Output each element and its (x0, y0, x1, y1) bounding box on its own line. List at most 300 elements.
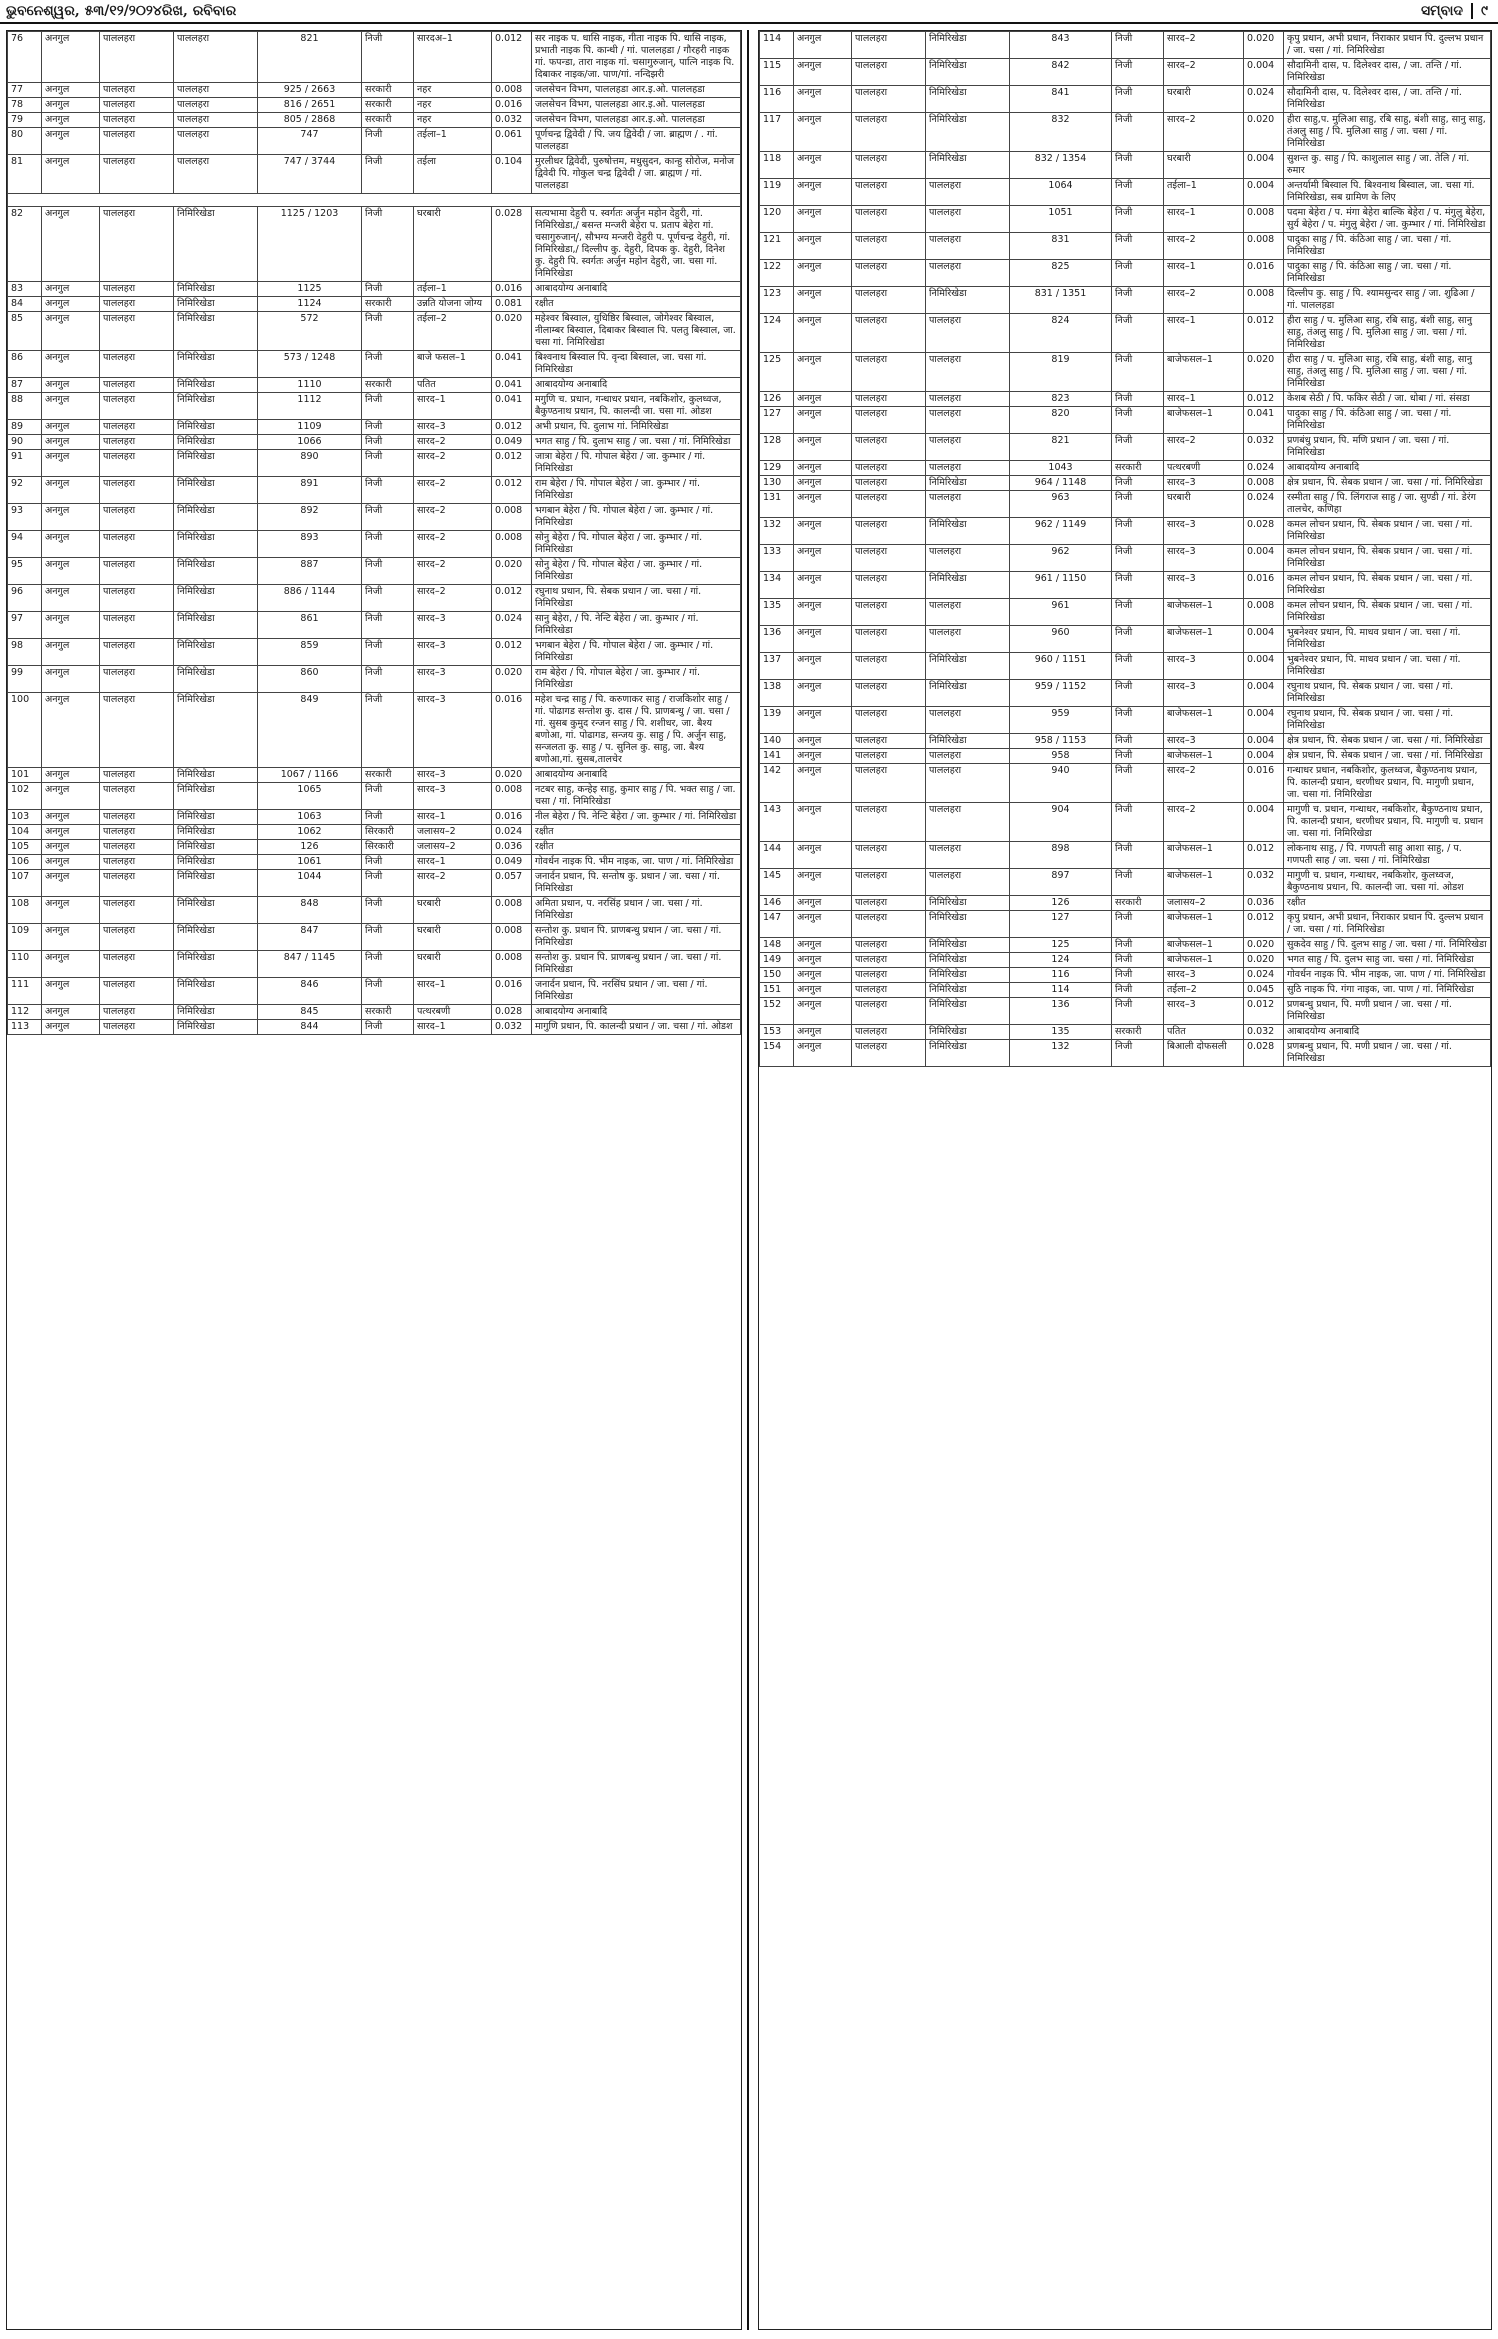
owner-details-cell: रघुनाथ प्रधान, पि. सेबक प्रधान / जा. चसा / गां. निमिरिखेडा (1284, 680, 1491, 707)
plot-no-cell: 126 (258, 840, 362, 855)
owner-details-cell: गोवर्धन नाइक पि. भीम नाइक, जा. पाण / गां. निमिरिखेडा (1284, 968, 1491, 983)
ownership-cell: निजी (1112, 626, 1164, 653)
plot-no-cell: 116 (1010, 968, 1112, 983)
tahasil-cell: पाललहरा (100, 870, 174, 897)
area-cell: 0.045 (1244, 983, 1284, 998)
mouza-cell: पाललहरा (926, 842, 1010, 869)
serial-no-cell: 115 (760, 59, 794, 86)
owner-details-cell: आबादयोग्य अनाबादि (532, 282, 741, 297)
owner-details-cell: रस्मीता साहु / पि. लिंगराज साहु / जा. सुण्डी / गां. डेरंग तालचेर, कणिहा (1284, 491, 1491, 518)
serial-no-cell: 129 (760, 461, 794, 476)
district-cell: अनगुल (794, 707, 852, 734)
area-cell: 0.024 (1244, 461, 1284, 476)
tahasil-cell: पाललहरा (852, 953, 926, 968)
tahasil-cell: पाललहरा (100, 393, 174, 420)
owner-details-cell: रक्षीत (532, 297, 741, 312)
mouza-cell: निमिरिखेडा (174, 897, 258, 924)
owner-details-cell: आबादयोग्य अनाबादि (532, 1005, 741, 1020)
table-row (760, 680, 1491, 707)
area-cell: 0.008 (1244, 233, 1284, 260)
area-cell: 0.008 (1244, 287, 1284, 314)
owner-details-cell: कमल लोचन प्रधान, पि. सेबक प्रधान / जा. चसा / गां. निमिरिखेडा (1284, 518, 1491, 545)
ownership-cell: निजी (362, 897, 414, 924)
land-class-cell: बाजेफसल–1 (1164, 911, 1244, 938)
plot-no-cell: 898 (1010, 842, 1112, 869)
owner-details-cell: रक्षीत (532, 825, 741, 840)
ownership-cell: निजी (1112, 869, 1164, 896)
tahasil-cell: पाललहरा (852, 749, 926, 764)
tahasil-cell: पाललहरा (100, 1005, 174, 1020)
area-cell: 0.012 (1244, 911, 1284, 938)
serial-no-cell: 77 (8, 83, 42, 98)
ownership-cell: निजी (1112, 233, 1164, 260)
table-separator (8, 194, 741, 207)
ownership-cell: निजी (362, 783, 414, 810)
tahasil-cell: पाललहरा (100, 98, 174, 113)
serial-no-cell: 120 (760, 206, 794, 233)
table-row (760, 476, 1491, 491)
district-cell: अनगुल (42, 924, 100, 951)
serial-no-cell: 121 (760, 233, 794, 260)
plot-no-cell: 845 (258, 1005, 362, 1020)
owner-details-cell: सानु बेहेरा, / पि. नेन्टि बेहेरा / जा. कुम्भार / गां. निमिरिखेडा (532, 612, 741, 639)
tahasil-cell: पाललहरा (100, 297, 174, 312)
serial-no-cell: 118 (760, 152, 794, 179)
serial-no-cell: 138 (760, 680, 794, 707)
owner-details-cell: रक्षीत (1284, 896, 1491, 911)
tahasil-cell: पाललहरा (852, 938, 926, 953)
district-cell: अनगुल (42, 585, 100, 612)
table-row (760, 314, 1491, 353)
serial-no-cell: 148 (760, 938, 794, 953)
mouza-cell: पाललहरा (926, 869, 1010, 896)
serial-no-cell: 103 (8, 810, 42, 825)
owner-details-cell: क्षेत्र प्रधान, पि. सेबक प्रधान / जा. चसा / गां. निमिरिखेडा (1284, 749, 1491, 764)
district-cell: अनगुल (794, 749, 852, 764)
area-cell: 0.004 (1244, 653, 1284, 680)
district-cell: अनगुल (794, 491, 852, 518)
plot-no-cell: 846 (258, 978, 362, 1005)
mouza-cell: पाललहरा (174, 83, 258, 98)
land-class-cell: जलासय–2 (414, 825, 492, 840)
serial-no-cell: 105 (8, 840, 42, 855)
mouza-cell: निमिरिखेडा (174, 870, 258, 897)
serial-no-cell: 142 (760, 764, 794, 803)
ownership-cell: निजी (362, 870, 414, 897)
table-row (8, 840, 741, 855)
district-cell: अनगुल (794, 392, 852, 407)
district-cell: अनगुल (794, 734, 852, 749)
ownership-cell: सरकारी (1112, 1025, 1164, 1040)
area-cell: 0.016 (492, 693, 532, 768)
plot-no-cell: 841 (1010, 86, 1112, 113)
plot-no-cell: 832 / 1354 (1010, 152, 1112, 179)
plot-no-cell: 849 (258, 693, 362, 768)
tahasil-cell: पाललहरा (852, 983, 926, 998)
area-cell: 0.104 (492, 155, 532, 194)
district-cell: अनगुल (794, 59, 852, 86)
mouza-cell: निमिरिखेडा (926, 59, 1010, 86)
serial-no-cell: 136 (760, 626, 794, 653)
land-class-cell: सारद–3 (414, 612, 492, 639)
land-class-cell: तईला (414, 155, 492, 194)
plot-no-cell: 824 (1010, 314, 1112, 353)
ownership-cell: निजी (1112, 968, 1164, 983)
mouza-cell: पाललहरा (926, 764, 1010, 803)
owner-details-cell: मागुणी च. प्रधान, गन्धाधर, नबकिशोर, बैकुण्ठनाथ प्रधान, पि. कालन्दी प्रधान, धरणीधर प्रधान, पि. मागुणी च. प्रधान जा. चसा गां. निमिरिखेडा (1284, 803, 1491, 842)
district-cell: अनगुल (42, 420, 100, 435)
serial-no-cell: 152 (760, 998, 794, 1025)
area-cell: 0.049 (492, 855, 532, 870)
table-row (760, 206, 1491, 233)
serial-no-cell: 84 (8, 297, 42, 312)
table-row (760, 968, 1491, 983)
plot-no-cell: 821 (1010, 434, 1112, 461)
serial-no-cell: 131 (760, 491, 794, 518)
land-class-cell: सारद–3 (414, 693, 492, 768)
plot-no-cell: 893 (258, 531, 362, 558)
area-cell: 0.020 (1244, 32, 1284, 59)
plot-no-cell: 1064 (1010, 179, 1112, 206)
district-cell: अनगुल (42, 1020, 100, 1035)
plot-no-cell: 1066 (258, 435, 362, 450)
plot-no-cell: 1124 (258, 297, 362, 312)
land-class-cell: सारद–2 (1164, 113, 1244, 152)
district-cell: अनगुल (794, 287, 852, 314)
ownership-cell: निजी (362, 693, 414, 768)
ownership-cell: निजी (1112, 749, 1164, 764)
serial-no-cell: 135 (760, 599, 794, 626)
serial-no-cell: 140 (760, 734, 794, 749)
table-row (8, 558, 741, 585)
ownership-cell: निजी (1112, 287, 1164, 314)
table-row (8, 504, 741, 531)
area-cell: 0.016 (1244, 260, 1284, 287)
tahasil-cell: पाललहरा (852, 461, 926, 476)
area-cell: 0.024 (492, 825, 532, 840)
tahasil-cell: पाललहरा (100, 612, 174, 639)
table-row (760, 287, 1491, 314)
land-class-cell: जलासय–2 (414, 840, 492, 855)
ownership-cell: सरकारी (1112, 461, 1164, 476)
land-class-cell: सारदअ–1 (414, 32, 492, 83)
serial-no-cell: 147 (760, 911, 794, 938)
ownership-cell: निजी (1112, 86, 1164, 113)
mouza-cell: निमिरिखेडा (926, 968, 1010, 983)
district-cell: अनगुल (42, 155, 100, 194)
area-cell: 0.012 (492, 32, 532, 83)
land-class-cell: सारद–2 (414, 450, 492, 477)
area-cell: 0.004 (1244, 152, 1284, 179)
plot-no-cell: 1065 (258, 783, 362, 810)
tahasil-cell: पाललहरा (100, 420, 174, 435)
table-row (760, 734, 1491, 749)
owner-details-cell: आबादयोग्य अनाबादि (532, 768, 741, 783)
serial-no-cell: 80 (8, 128, 42, 155)
plot-no-cell: 960 (1010, 626, 1112, 653)
owner-details-cell: सुशन्त कु. साहु / पि. काशुलाल साहु / जा. तेलि / गां. रुमार (1284, 152, 1491, 179)
land-class-cell: घरबारी (414, 207, 492, 282)
district-cell: अनगुल (42, 393, 100, 420)
ownership-cell: निजी (1112, 707, 1164, 734)
mouza-cell: पाललहरा (926, 260, 1010, 287)
area-cell: 0.008 (492, 83, 532, 98)
area-cell: 0.028 (492, 207, 532, 282)
land-class-cell: सारद–3 (1164, 998, 1244, 1025)
owner-details-cell: सत्यभामा देहुरी प. स्वर्गतः अर्जुन महोन देहुरी, गां. निमिरिखेडा,/ बसन्त मन्जरी बेहेरा प. प्रताप बेहेरा गां. चसागुरुजान्/, सौभग्य मन्जरी देहुरी प. पूर्णचन्द्र देहुरी, गां. निमिरिखेडा,/ दिल्लीप कु. देहुरी, दिपक कु. देहुरी, दिनेश कु. देहुरी पि. स्वर्गतः अर्जुन महोन देहुरी, जा. चसा गां. निमिरिखेडा (532, 207, 741, 282)
serial-no-cell: 104 (8, 825, 42, 840)
mouza-cell: निमिरिखेडा (926, 476, 1010, 491)
area-cell: 0.016 (492, 282, 532, 297)
ownership-cell: निजी (362, 435, 414, 450)
tahasil-cell: पाललहरा (852, 545, 926, 572)
table-row (8, 378, 741, 393)
land-class-cell: सारद–2 (1164, 59, 1244, 86)
ownership-cell: निजी (1112, 476, 1164, 491)
area-cell: 0.008 (492, 504, 532, 531)
serial-no-cell: 132 (760, 518, 794, 545)
table-row (760, 1025, 1491, 1040)
owner-details-cell: राम बेहेरा / पि. गोपाल बेहेरा / जा. कुम्भार / गां. निमिरिखेडा (532, 666, 741, 693)
table-row (760, 545, 1491, 572)
table-row (8, 639, 741, 666)
district-cell: अनगुल (794, 896, 852, 911)
tahasil-cell: पाललहरा (100, 531, 174, 558)
owner-details-cell: कमल लोचन प्रधान, पि. सेबक प्रधान / जा. चसा / गां. निमिरिखेडा (1284, 599, 1491, 626)
serial-no-cell: 106 (8, 855, 42, 870)
ownership-cell: सरकारी (362, 98, 414, 113)
owner-details-cell: रघुनाथ प्रधान, पि. सेबक प्रधान / जा. चसा / गां. निमिरिखेडा (532, 585, 741, 612)
mouza-cell: निमिरिखेडा (926, 86, 1010, 113)
tahasil-cell: पाललहरा (852, 392, 926, 407)
area-cell: 0.024 (1244, 968, 1284, 983)
land-class-cell: सारद–1 (1164, 314, 1244, 353)
ownership-cell: निजी (1112, 152, 1164, 179)
plot-no-cell: 1063 (258, 810, 362, 825)
tahasil-cell: पाललहरा (100, 504, 174, 531)
tahasil-cell: पाललहरा (852, 260, 926, 287)
serial-no-cell: 91 (8, 450, 42, 477)
district-cell: अनगुल (794, 626, 852, 653)
table-row (8, 810, 741, 825)
table-row (760, 260, 1491, 287)
district-cell: अनगुल (42, 1005, 100, 1020)
tahasil-cell: पाललहरा (852, 407, 926, 434)
owner-details-cell: आबादयोग्य अनाबादि (532, 378, 741, 393)
tahasil-cell: पाललहरा (100, 477, 174, 504)
area-cell: 0.041 (492, 351, 532, 378)
mouza-cell: पाललहरा (926, 626, 1010, 653)
plot-no-cell: 124 (1010, 953, 1112, 968)
serial-no-cell: 144 (760, 842, 794, 869)
serial-no-cell: 108 (8, 897, 42, 924)
land-class-cell: नहर (414, 113, 492, 128)
ownership-cell: निजी (362, 951, 414, 978)
mouza-cell: निमिरिखेडा (174, 420, 258, 435)
serial-no-cell: 145 (760, 869, 794, 896)
tahasil-cell: पाललहरा (852, 113, 926, 152)
plot-no-cell: 892 (258, 504, 362, 531)
owner-details-cell: हीरा साहु / प. मुलिआ साहु, रबि साहु, बंशी साहु, सानु साहु, तंअलु साहु / पि. मुलिआ साहु / जा. चसा / गां. निमिरिखेडा (1284, 353, 1491, 392)
district-cell: अनगुल (42, 98, 100, 113)
plot-no-cell: 961 (1010, 599, 1112, 626)
mouza-cell: निमिरिखेडा (174, 639, 258, 666)
area-cell: 0.012 (492, 585, 532, 612)
land-record-table-left (7, 31, 741, 1035)
land-class-cell: घरबारी (1164, 86, 1244, 113)
serial-no-cell: 113 (8, 1020, 42, 1035)
land-class-cell: पत्थरबणी (414, 1005, 492, 1020)
serial-no-cell: 98 (8, 639, 42, 666)
plot-no-cell: 825 (1010, 260, 1112, 287)
tahasil-cell: पाललहरा (852, 476, 926, 491)
serial-no-cell: 143 (760, 803, 794, 842)
masthead-paper-name: ସମ୍ବାଦ (1421, 3, 1464, 19)
mouza-cell: पाललहरा (926, 233, 1010, 260)
serial-no-cell: 81 (8, 155, 42, 194)
plot-no-cell: 1044 (258, 870, 362, 897)
table-row (760, 152, 1491, 179)
district-cell: अनगुल (794, 353, 852, 392)
owner-details-cell: सुठि नाइक पि. गंगा नाइक, जा. पाण / गां. निमिरिखेडा (1284, 983, 1491, 998)
area-cell: 0.061 (492, 128, 532, 155)
owner-details-cell: रघुनाथ प्रधान, पि. सेबक प्रधान / जा. चसा / गां. निमिरिखेडा (1284, 707, 1491, 734)
land-record-table-right (759, 31, 1491, 1067)
plot-no-cell: 132 (1010, 1040, 1112, 1067)
plot-no-cell: 962 / 1149 (1010, 518, 1112, 545)
district-cell: अनगुल (794, 179, 852, 206)
land-class-cell: सारद–3 (414, 639, 492, 666)
area-cell: 0.057 (492, 870, 532, 897)
area-cell: 0.028 (492, 1005, 532, 1020)
ownership-cell: निजी (362, 450, 414, 477)
owner-details-cell: पूर्णचन्द्र द्विवेदी / पि. जय द्विवेदी / जा. ब्राह्मण / . गां. पाललहडा (532, 128, 741, 155)
land-class-cell: सारद–1 (1164, 206, 1244, 233)
table-row (8, 393, 741, 420)
owner-details-cell: दिल्लीप कु. साहु / पि. श्यामसुन्दर साहु / जा. शुढिआ / गां. पाललहडा (1284, 287, 1491, 314)
serial-no-cell: 127 (760, 407, 794, 434)
owner-details-cell: मगुणि च. प्रधान, गन्धाधर प्रधान, नबकिशोर, कुलध्वज, बैकुण्ठनाथ प्रधान, पि. कालन्दी जा. चसा गां. ओडश (532, 393, 741, 420)
tahasil-cell: पाललहरा (100, 128, 174, 155)
mouza-cell: निमिरिखेडा (926, 572, 1010, 599)
table-row (760, 803, 1491, 842)
owner-details-cell: मागुणी च. प्रधान, गन्धाधर, नबकिशोर, कुलध्वज, बैकुण्ठनाथ प्रधान, पि. कालन्दी जा. चसा गां. ओडश (1284, 869, 1491, 896)
plot-no-cell: 1062 (258, 825, 362, 840)
mouza-cell: निमिरिखेडा (174, 351, 258, 378)
page-number: ୯ (1471, 3, 1488, 19)
area-cell: 0.036 (1244, 896, 1284, 911)
district-cell: अनगुल (42, 693, 100, 768)
owner-details-cell: नटबर साहु, कन्हेइ साहु, कुमार साहु / पि. भक्त साहु / जा. चसा / गां. निमिरिखेडा (532, 783, 741, 810)
plot-no-cell: 572 (258, 312, 362, 351)
ownership-cell: निजी (1112, 407, 1164, 434)
plot-no-cell: 747 (258, 128, 362, 155)
land-class-cell: सारद–2 (1164, 233, 1244, 260)
serial-no-cell: 122 (760, 260, 794, 287)
ownership-cell: निजी (1112, 260, 1164, 287)
owner-details-cell: पादुका साहु / पि. कंठिआ साहु / जा. चसा / गां. निमिरिखेडा (1284, 407, 1491, 434)
land-class-cell: बाजेफसल–1 (1164, 407, 1244, 434)
land-class-cell: सारद–2 (1164, 434, 1244, 461)
serial-no-cell: 112 (8, 1005, 42, 1020)
district-cell: अनगुल (42, 666, 100, 693)
owner-details-cell: सोनु बेहेरा / पि. गोपाल बेहेरा / जा. कुम्भार / गां. निमिरिखेडा (532, 558, 741, 585)
table-row (760, 491, 1491, 518)
plot-no-cell: 891 (258, 477, 362, 504)
serial-no-cell: 107 (8, 870, 42, 897)
owner-details-cell: राम बेहेरा / पि. गोपाल बेहेरा / जा. कुम्भार / गां. निमिरिखेडा (532, 477, 741, 504)
tahasil-cell: पाललहरा (100, 639, 174, 666)
tahasil-cell: पाललहरा (100, 351, 174, 378)
mouza-cell: पाललहरा (926, 749, 1010, 764)
plot-no-cell: 820 (1010, 407, 1112, 434)
table-row (8, 897, 741, 924)
serial-no-cell: 94 (8, 531, 42, 558)
ownership-cell: निजी (1112, 953, 1164, 968)
owner-details-cell: मुरलीधर द्विवेदी, पुरुषोत्तम, मधुसुदन, कान्हु सोरोज, मनोज द्विवेदी पि. गोकुल चन्द्र द्विवेदी / जा. ब्राह्मण / गां. पाललहडा (532, 155, 741, 194)
table-row (760, 707, 1491, 734)
land-class-cell: जलासय–2 (1164, 896, 1244, 911)
district-cell: अनगुल (42, 768, 100, 783)
plot-no-cell: 823 (1010, 392, 1112, 407)
table-row (760, 86, 1491, 113)
land-class-cell: सारद–3 (1164, 734, 1244, 749)
area-cell: 0.012 (492, 477, 532, 504)
district-cell: अनगुल (42, 810, 100, 825)
mouza-cell: निमिरिखेडा (926, 113, 1010, 152)
district-cell: अनगुल (794, 518, 852, 545)
serial-no-cell: 117 (760, 113, 794, 152)
district-cell: अनगुल (42, 128, 100, 155)
mouza-cell: निमिरिखेडा (174, 612, 258, 639)
district-cell: अनगुल (794, 998, 852, 1025)
table-row (760, 407, 1491, 434)
plot-no-cell: 1112 (258, 393, 362, 420)
land-class-cell: सारद–1 (1164, 392, 1244, 407)
mouza-cell: निमिरिखेडा (926, 983, 1010, 998)
serial-no-cell: 83 (8, 282, 42, 297)
area-cell: 0.004 (1244, 680, 1284, 707)
district-cell: अनगुल (794, 869, 852, 896)
serial-no-cell: 93 (8, 504, 42, 531)
tahasil-cell: पाललहरा (100, 855, 174, 870)
mouza-cell: निमिरिखेडा (174, 504, 258, 531)
tahasil-cell: पाललहरा (100, 378, 174, 393)
plot-no-cell: 861 (258, 612, 362, 639)
land-class-cell: सारद–3 (1164, 968, 1244, 983)
serial-no-cell: 99 (8, 666, 42, 693)
plot-no-cell: 904 (1010, 803, 1112, 842)
district-cell: अनगुल (794, 803, 852, 842)
tahasil-cell: पाललहरा (852, 179, 926, 206)
land-class-cell: सारद–3 (414, 666, 492, 693)
district-cell: अनगुल (794, 680, 852, 707)
plot-no-cell: 1043 (1010, 461, 1112, 476)
tahasil-cell: पाललहरा (100, 435, 174, 450)
owner-details-cell: हीरा साहु / प. मुलिआ साहु, रबि साहु, बंशी साहु, सानु साहु, तंअलु साहु / पि. मुलिआ साहु / जा. चसा / गां. निमिरिखेडा (1284, 314, 1491, 353)
mouza-cell: निमिरिखेडा (174, 666, 258, 693)
serial-no-cell: 137 (760, 653, 794, 680)
plot-no-cell: 747 / 3744 (258, 155, 362, 194)
table-row (8, 420, 741, 435)
ownership-cell: निजी (362, 128, 414, 155)
tahasil-cell: पाललहरा (852, 152, 926, 179)
plot-no-cell: 959 / 1152 (1010, 680, 1112, 707)
owner-details-cell: आबादयोग्य अनाबादि (1284, 461, 1491, 476)
mouza-cell: निमिरिखेडा (174, 435, 258, 450)
tahasil-cell: पाललहरा (100, 924, 174, 951)
land-class-cell: तईला–2 (1164, 983, 1244, 998)
